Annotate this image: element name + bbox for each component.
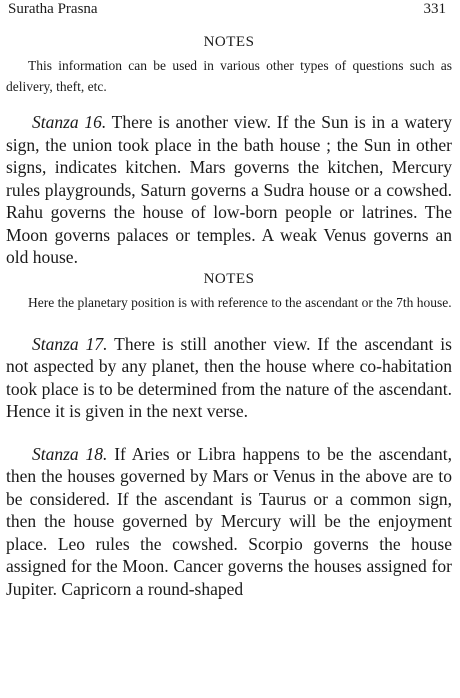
stanza-17-paragraph [6, 333, 452, 423]
stanza-18-paragraph [6, 443, 452, 601]
stanza-16-paragraph [6, 111, 452, 269]
notes-heading-2: NOTES [203, 270, 255, 287]
page-number: 331 [423, 1, 446, 17]
stanza-17-text: There is still another view. If the ascendant is not aspected by any planet, then the house where co-habitation took place is to be determined from the nature of the ascendant. Hence it is given in the next verse. [6, 333, 452, 421]
notes-paragraph-2: Here the planetary position is with reference to the ascendant or the 7th house. [28, 294, 452, 310]
stanza-16-label: Stanza 16. [32, 112, 107, 132]
notes-heading: NOTES [203, 34, 255, 50]
notes-paragraph: This information can be used in various other types of questions such as delivery, theft, etc. [6, 58, 452, 94]
stanza-18-text: If Aries or Libra happens to be the ascendant, then the houses governed by Mars or Venus in the above are to be considered. If the ascendant is Taurus or a common sign, then the house governed by Mercury will be the enjoyment place. Leo rules the cowshed. Scorpio governs the house assigned for the Moon. Cancer governs the houses assigned for Jupiter. Capricorn a round-shaped [6, 443, 452, 599]
stanza-18-label: Stanza 18. [32, 443, 108, 464]
book-title: Suratha Prasna [8, 1, 98, 17]
stanza-16-text: There is another view. If the Sun is in a watery sign, the union took place in the bath house ; the Sun in other signs, indicates kitchen. Mars governs the kitchen, Mercury rules playgrounds, Saturn governs a Sudra house or a cowshed. Rahu governs the house of low-born people or latrines. The Moon governs palaces or temples. A weak Venus governs an old house. [6, 112, 452, 267]
running-header [6, 0, 452, 20]
stanza-17-label: Stanza 17. [32, 333, 108, 354]
